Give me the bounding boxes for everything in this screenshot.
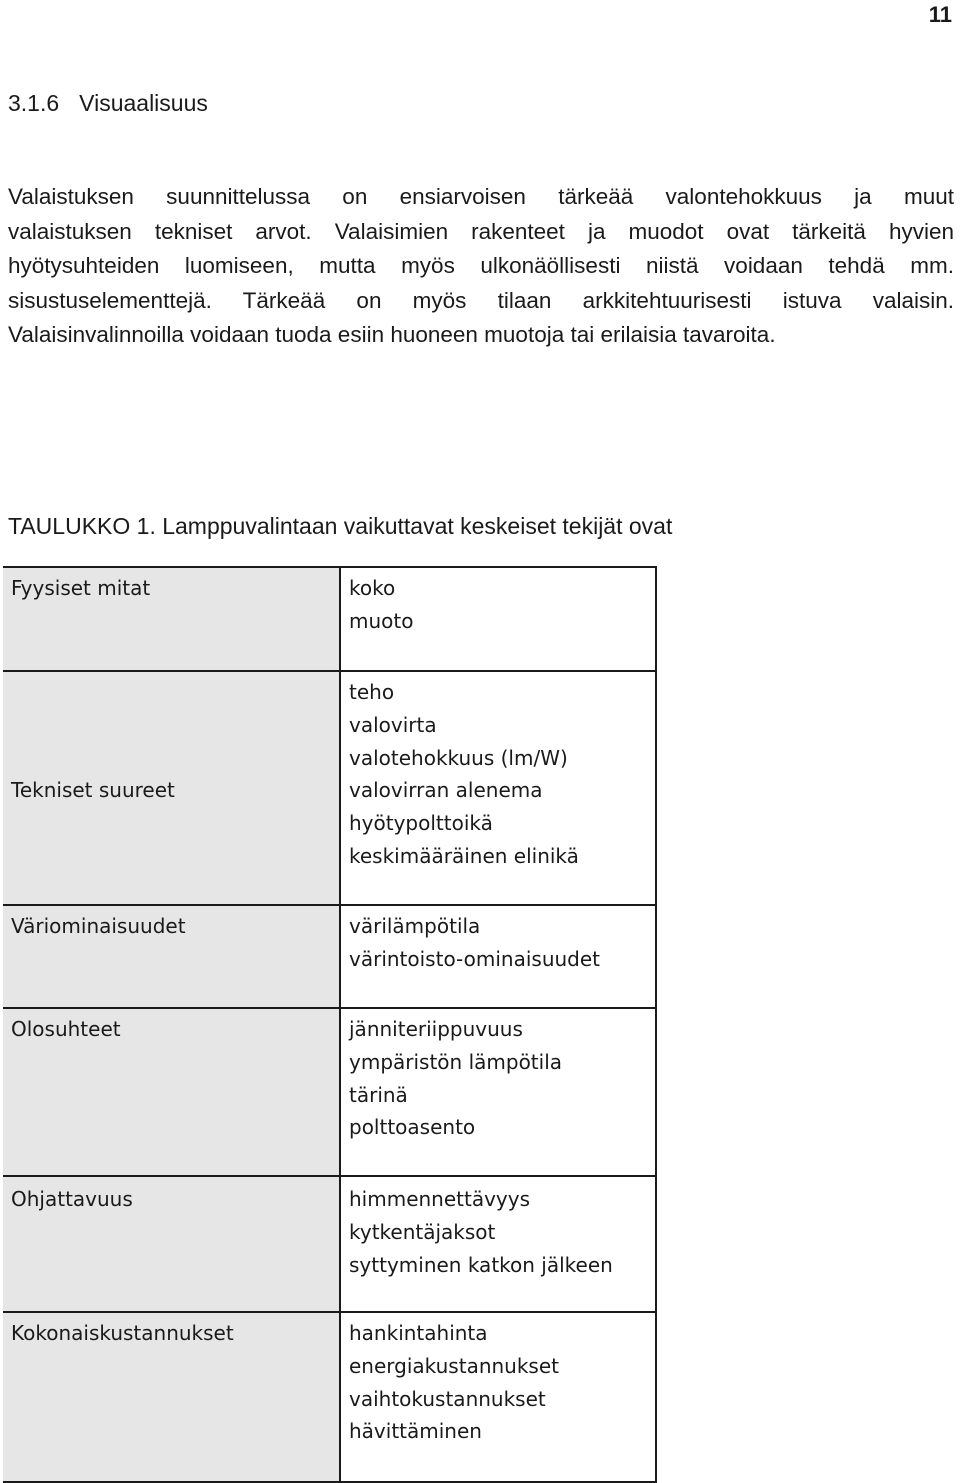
factor-cell [3, 567, 340, 671]
item-label: polttoasento [349, 1115, 476, 1140]
factor-cell [3, 1176, 340, 1312]
item-label: värintoisto-ominaisuudet [349, 946, 601, 971]
items-cell [340, 671, 656, 905]
item-label: energiakustannukset [349, 1353, 559, 1378]
items-cell [340, 1008, 656, 1176]
items-cell [340, 567, 656, 671]
factor-label: Ohjattavuus [11, 1187, 133, 1211]
paragraph-line: Valaisinvalinnoilla voidaan tuoda esiin huoneen muotoja tai erilaisia tavaroita. [8, 322, 776, 348]
section-title: Visuaalisuus [79, 90, 208, 116]
items-cell [340, 1312, 656, 1482]
factor-cell [3, 1008, 340, 1176]
table-row [3, 671, 656, 905]
factor-label: Olosuhteet [11, 1017, 121, 1041]
item-label: muoto [349, 608, 414, 633]
table-row [3, 567, 656, 671]
page-number: 11 [928, 2, 952, 27]
paragraph-line: hyötysuhteiden luomiseen, mutta myös ulkonäöllisesti niistä voidaan tehdä mm. [8, 253, 954, 279]
item-label: hävittäminen [349, 1419, 482, 1444]
item-label: teho [349, 680, 395, 704]
table-row [3, 1176, 656, 1312]
item-label: kytkentäjaksot [349, 1219, 496, 1244]
section-number: 3.1.6 [8, 90, 60, 116]
item-label: hyötypolttoikä [349, 811, 493, 836]
table-row [3, 1008, 656, 1176]
item-label: valovirran alenema [349, 778, 543, 803]
item-label: valovirta [349, 712, 437, 737]
item-label: koko [349, 576, 396, 600]
table-row [3, 905, 656, 1008]
item-label: valotehokkuus (lm/W) [349, 745, 568, 770]
item-label: värilämpötila [349, 914, 481, 938]
factor-label: Tekniset suureet [11, 777, 175, 802]
factor-cell [3, 905, 340, 1008]
table-caption: TAULUKKO 1. Lamppuvalintaan vaikuttavat keskeiset tekijät ovat [8, 513, 673, 539]
item-label: himmennettävyys [349, 1187, 531, 1211]
item-label: keskimääräinen elinikä [349, 843, 579, 868]
body-paragraph [8, 180, 954, 353]
paragraph-line: sisustuselementtejä. Tärkeää on myös tilaan arkkitehtuurisesti istuva valaisin. [8, 287, 954, 313]
paragraph-line: valaistuksen tekniset arvot. Valaisimien rakenteet ja muodot ovat tärkeitä hyvien [8, 218, 954, 244]
factor-cell [3, 671, 340, 905]
item-label: jänniteriippuvuus [349, 1017, 523, 1041]
factor-label: Fyysiset mitat [11, 576, 151, 600]
paragraph-line: Valaistuksen suunnittelussa on ensiarvoisen tärkeää valontehokkuus ja muut [8, 184, 954, 209]
item-label: tärinä [349, 1082, 408, 1107]
item-label: syttyminen katkon jälkeen [349, 1252, 613, 1277]
table-row [3, 1312, 656, 1482]
items-cell [340, 1176, 656, 1312]
factor-cell [3, 1312, 340, 1482]
factors-table [3, 566, 657, 1483]
items-cell [340, 905, 656, 1008]
item-label: ympäristön lämpötila [349, 1049, 563, 1074]
factor-label: Kokonaiskustannukset [11, 1321, 234, 1345]
section-heading [8, 90, 208, 117]
item-label: vaihtokustannukset [349, 1386, 546, 1411]
item-label: hankintahinta [349, 1321, 488, 1345]
factor-label: Väriominaisuudet [11, 914, 186, 938]
